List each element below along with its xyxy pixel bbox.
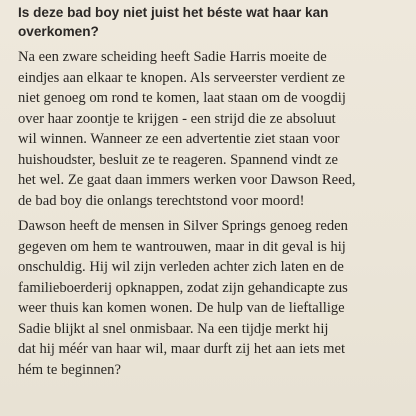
blurb-paragraph-1 [18,47,394,211]
p2-line-3: onschuldig. Hij wil zijn verleden achter zich laten en de [18,259,344,275]
blurb-paragraph-2 [18,216,394,380]
p2-line-4: familieboerderij opknappen, zodat zijn gehandicapte zus [18,279,348,296]
heading-line-2: overkomen? [18,24,99,39]
p2-line-7: dat hij méér van haar wil, maar durft zij het aan iets met [18,341,346,357]
p1-line-7: het wel. Ze gaat daan immers werken voor Dawson Reed, [18,172,356,188]
p2-line-1: Dawson heeft de mensen in Silver Springs genoeg reden [18,218,348,234]
p1-line-8: de bad boy die onlangs terechtstond voor moord! [18,192,305,209]
p2-line-5: weer thuis kan komen wonen. De hulp van de lieftallige [18,300,345,316]
p1-line-4: over haar zoontje te krijgen - een strijd die ze absoluut [18,110,336,127]
blurb-heading [18,3,394,41]
p1-line-2: eindjes aan elkaar te knopen. Als serveerster verdient ze [18,69,345,86]
p1-line-5: wil winnen. Wanneer ze een advertentie ziet staan voor [18,131,340,147]
p1-line-6: huishoudster, besluit ze te reageren. Spannend vindt ze [18,151,338,168]
heading-line-1: Is deze bad boy niet juist het béste wat haar kan [18,5,329,20]
p1-line-1: Na een zware scheiding heeft Sadie Harris moeite de [18,49,327,65]
p2-line-6: Sadie blijkt al snel onmisbaar. Na een tijdje merkt hij [18,320,329,337]
p2-line-2: gegeven om hem te wantrouwen, maar in dit geval is hij [18,238,346,255]
p2-line-8: hém te beginnen? [18,361,121,378]
p1-line-3: niet genoeg om rond te komen, laat staan om de voogdij [18,90,346,106]
